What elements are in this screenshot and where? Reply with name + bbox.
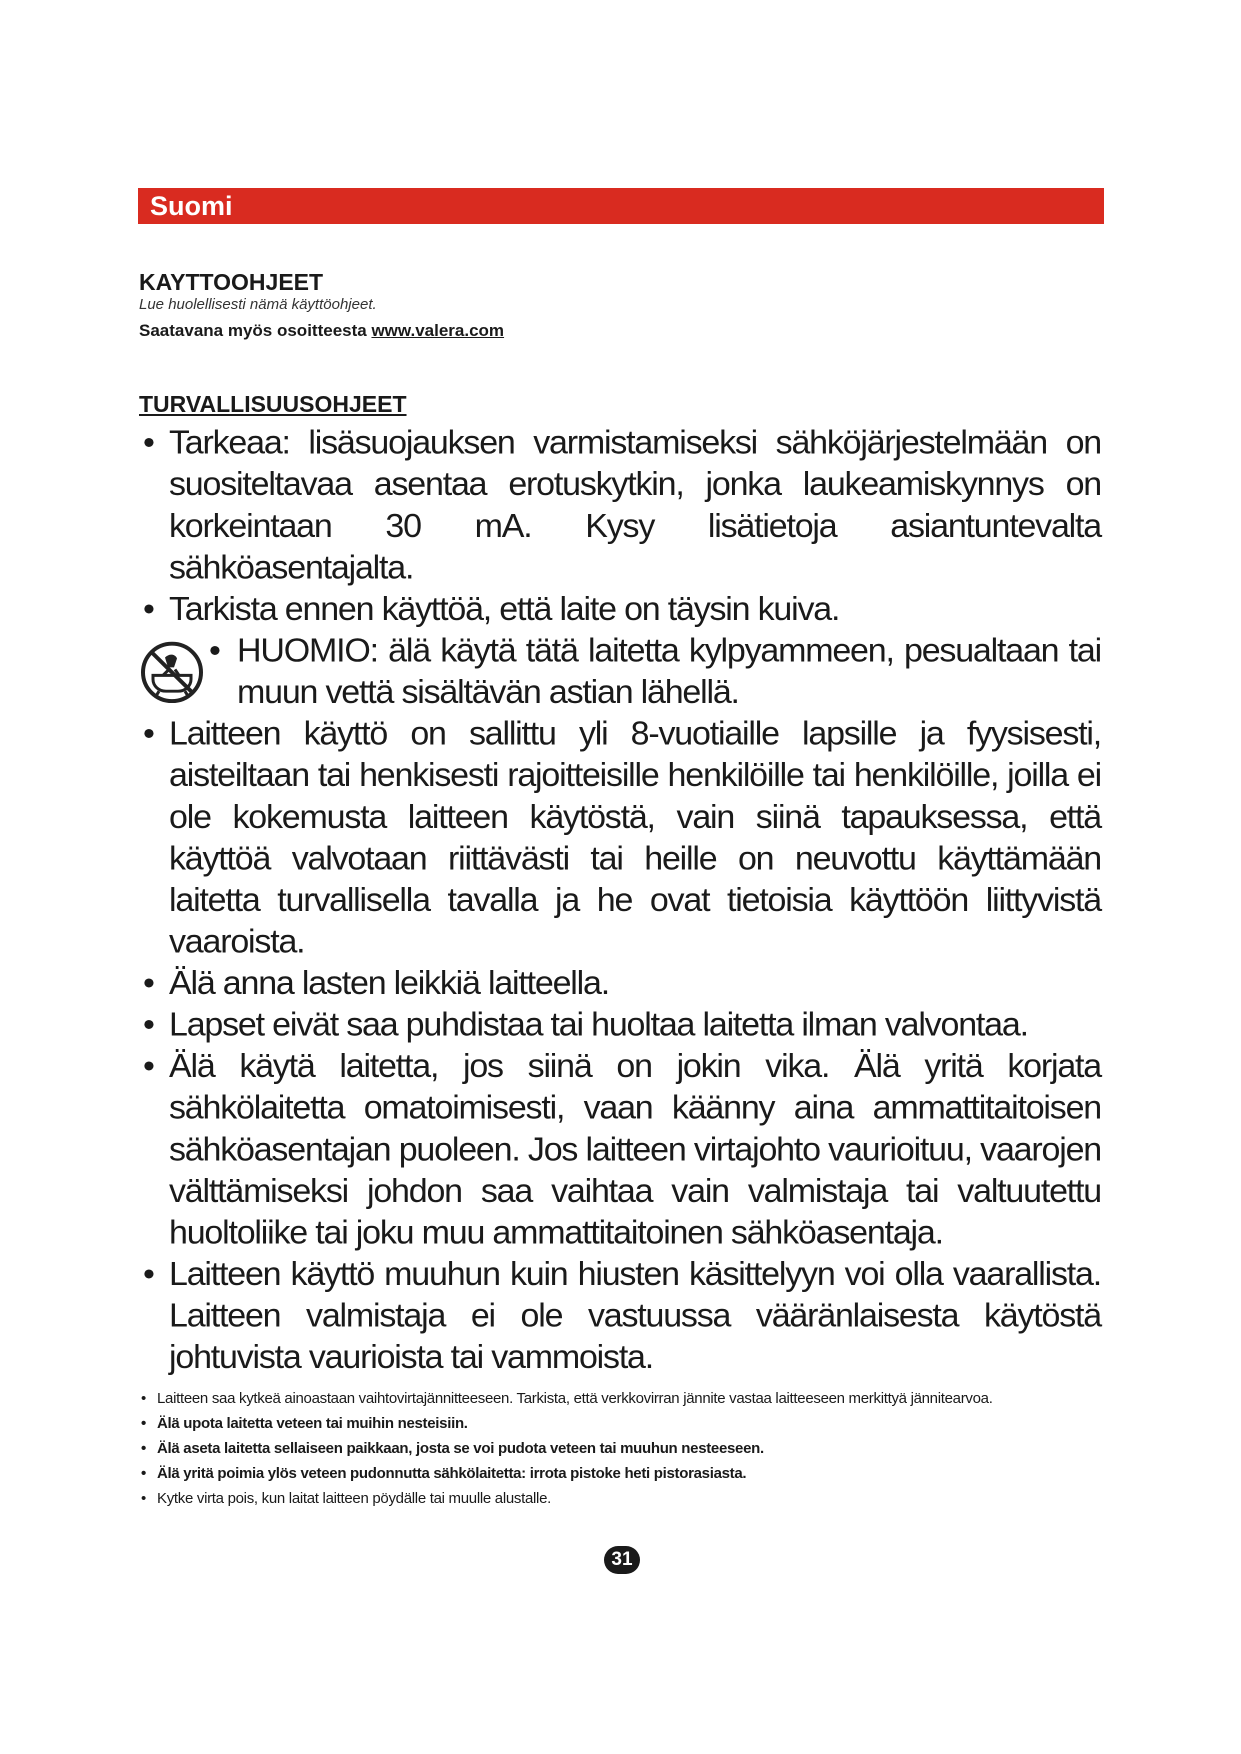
bullet: •: [141, 1390, 146, 1407]
safety-instructions-list: [139, 422, 1101, 1378]
safety-section-title: TURVALLISUUSOHJEET: [139, 391, 407, 417]
language-title: Suomi: [150, 191, 233, 221]
safety-item: [139, 588, 1101, 630]
bullet: •: [143, 423, 154, 462]
document-title: KAYTTOOHJEET: [139, 269, 324, 295]
bullet: •: [143, 1047, 154, 1086]
bullet: •: [141, 1415, 146, 1432]
safety-note: [139, 1388, 1101, 1409]
safety-item: [139, 422, 1101, 588]
document-header: [139, 268, 1099, 342]
safety-item: [139, 962, 1101, 1004]
safety-note: [139, 1488, 1101, 1509]
bullet: •: [143, 714, 154, 753]
safety-item-text: Älä anna lasten leikkiä laitteella.: [169, 964, 609, 1002]
bullet: •: [143, 1005, 154, 1044]
safety-item-text: Laitteen käyttö muuhun kuin hiusten käsittelyyn voi olla vaarallista. Laitteen valmistaja ei ole vastuussa vääränlaisesta käytöstä johtuvista vaurioista tai vammoista.: [169, 1255, 1101, 1377]
safety-item-text: Tarkista ennen käyttöä, että laite on täysin kuiva.: [169, 590, 840, 628]
safety-item-text: HUOMIO: älä käytä tätä laitetta kylpyammeen, pesualtaan tai muun vettä sisältävän astian lähellä.: [237, 631, 1101, 711]
bullet: •: [141, 1440, 146, 1457]
no-bathtub-icon: [139, 640, 205, 705]
safety-item: [139, 713, 1101, 962]
safety-item-text: Lapset eivät saa puhdistaa tai huoltaa laitetta ilman valvontaa.: [169, 1005, 1028, 1044]
safety-item-text: Laitteen käyttö on sallittu yli 8-vuotiaille lapsille ja fyysisesti, aisteiltaan tai henkisesti rajoitteisille henkilöille tai henkilöille, joilla ei ole kokemusta laitteen käytöstä, vain siinä tapauksessa, että käyttöä valvotaan riittävästi tai heille on neuvottu käyttämään laitetta turvallisella tavalla ja he ovat tietoisia käyttöön liittyvistä vaaroista.: [169, 714, 1101, 961]
bullet: •: [141, 1490, 146, 1507]
safety-note: [139, 1463, 1101, 1484]
safety-item-warning: [139, 630, 1101, 713]
language-bar: [138, 188, 1104, 224]
bullet: •: [143, 1255, 154, 1293]
bullet: •: [141, 1465, 146, 1482]
document-subtitle: Lue huolellisesti nämä käyttöohjeet.: [139, 296, 377, 313]
safety-note-text: Älä aseta laitetta sellaiseen paikkaan, josta se voi pudota veteen tai muuhun nesteeseen.: [157, 1440, 764, 1457]
safety-item: [139, 1004, 1101, 1046]
safety-notes-list: [139, 1388, 1101, 1513]
safety-item: [139, 1045, 1101, 1253]
bullet: •: [143, 964, 154, 1002]
safety-item-text: Tarkeaa: lisäsuojauksen varmistamiseksi sähköjärjestelmään on suositeltavaa asentaa erotuskytkin, jonka laukeamiskynnys on korkeintaan 30 mA. Kysy lisätietoja asiantuntevalta sähköasentajalta.: [169, 423, 1101, 587]
safety-note: [139, 1413, 1101, 1434]
safety-note-text: Kytke virta pois, kun laitat laitteen pöydälle tai muulle alustalle.: [157, 1490, 551, 1507]
bullet: •: [143, 590, 154, 628]
safety-item: [139, 1253, 1101, 1378]
safety-note-text: Laitteen saa kytkeä ainoastaan vaihtovirtajännitteeseen. Tarkista, että verkkovirran jännite vastaa laitteeseen merkittyä jännitearvoa.: [157, 1390, 993, 1407]
availability-text: Saatavana myös osoitteesta: [139, 321, 367, 340]
bullet: •: [209, 631, 220, 670]
safety-note-text: Älä yritä poimia ylös veteen pudonnutta sähkölaitetta: irrota pistoke heti pistorasiasta.: [157, 1465, 747, 1482]
safety-note: [139, 1438, 1101, 1459]
safety-item-text: Älä käytä laitetta, jos siinä on jokin vika. Älä yritä korjata sähkölaitetta omatoimisesti, vaan käänny aina ammattitaitoisen sähköasentajan puoleen. Jos laitteen virtajohto vaurioituu, vaarojen välttämiseksi johdon saa vaihtaa vain valmistaja tai valtuutettu huoltoliike tai joku muu ammattitaitoinen sähköasentaja.: [169, 1047, 1101, 1252]
safety-note-text: Älä upota laitetta veteen tai muihin nesteisiin.: [157, 1415, 468, 1432]
website-link[interactable]: www.valera.com: [371, 321, 505, 340]
availability-line: [139, 320, 1099, 342]
page-number-badge: 31: [604, 1546, 640, 1574]
